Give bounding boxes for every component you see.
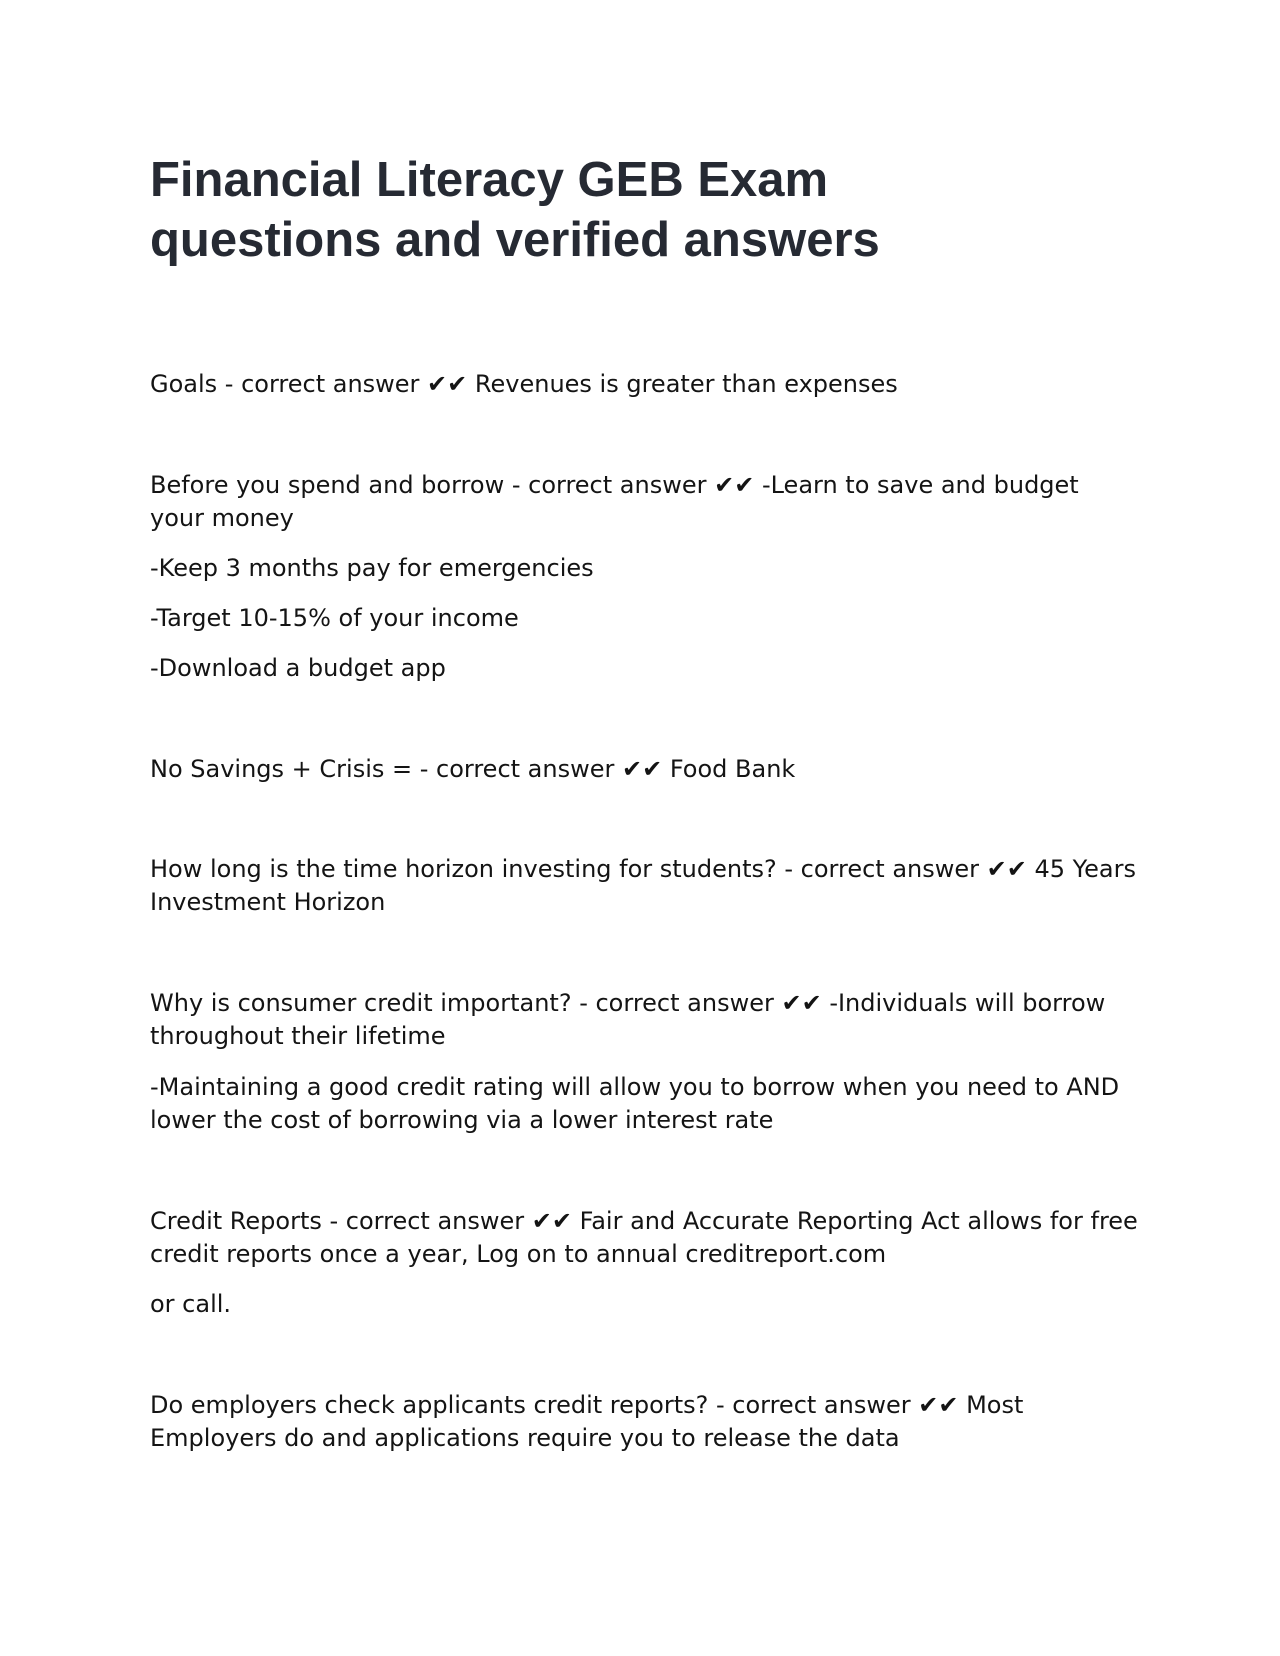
title-line-1: Financial Literacy GEB Exam (150, 153, 829, 207)
qa-time-horizon: How long is the time horizon investing for students? - correct answer ✔✔ 45 Years Investment Horizon (150, 855, 1136, 916)
list-item-budget-app: -Download a budget app (150, 654, 446, 682)
document-title (150, 150, 1150, 270)
title-line-2: questions and verified answers (150, 213, 880, 267)
list-item-credit-rating: -Maintaining a good credit rating will allow you to borrow when you need to AND lower the cost of borrowing via a lower interest rate (150, 1073, 1120, 1134)
credit-reports-continuation: or call. (150, 1290, 232, 1318)
qa-consumer-credit: Why is consumer credit important? - correct answer ✔✔ -Individuals will borrow throughout their lifetime (150, 989, 1106, 1050)
qa-before-spend-borrow: Before you spend and borrow - correct answer ✔✔ -Learn to save and budget your money (150, 471, 1079, 532)
qa-no-savings-crisis: No Savings + Crisis = - correct answer ✔✔ Food Bank (150, 755, 796, 783)
qa-credit-reports: Credit Reports - correct answer ✔✔ Fair and Accurate Reporting Act allows for free credit reports once a year, Log on to annual creditreport.com (150, 1207, 1138, 1268)
qa-employers-check: Do employers check applicants credit reports? - correct answer ✔✔ Most Employers do and applications require you to release the data (150, 1391, 1024, 1452)
qa-goals: Goals - correct answer ✔✔ Revenues is greater than expenses (150, 370, 898, 398)
list-item-emergencies: -Keep 3 months pay for emergencies (150, 554, 594, 582)
list-item-target-income: -Target 10-15% of your income (150, 604, 519, 632)
